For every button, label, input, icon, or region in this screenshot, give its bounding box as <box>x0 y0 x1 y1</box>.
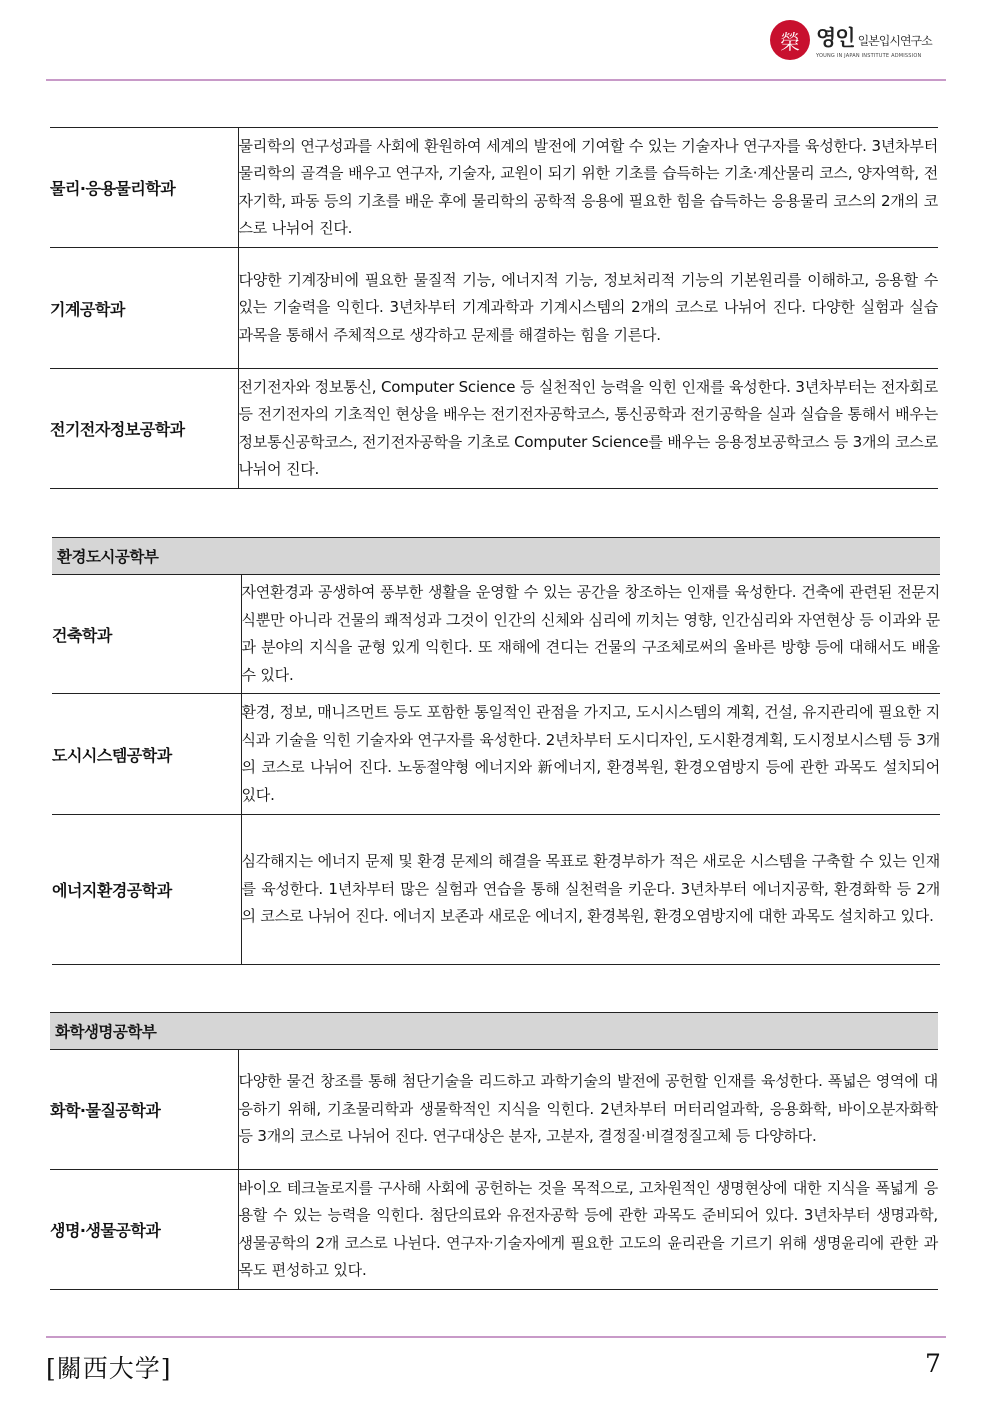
table-row <box>50 369 938 489</box>
department-name: 에너지환경공학과 <box>52 815 241 965</box>
department-table-2 <box>52 537 940 965</box>
table-row <box>50 1050 938 1170</box>
page-number: 7 <box>925 1349 941 1378</box>
faculty-title: 환경도시공학부 <box>52 538 940 575</box>
department-name: 전기전자정보공학과 <box>50 369 238 489</box>
table-row <box>52 694 940 815</box>
faculty-header-row <box>50 1013 938 1050</box>
logo-name: 영인 <box>816 25 855 50</box>
faculty-header-row <box>52 538 940 575</box>
logo-english: YOUNG IN JAPAN INSTITUTE ADMISSION <box>816 52 922 59</box>
footer-divider <box>46 1336 946 1338</box>
department-name: 화학·물질공학과 <box>50 1050 238 1170</box>
table-row <box>50 128 938 248</box>
department-name: 물리·응용물리학과 <box>50 128 238 248</box>
department-description: 물리학의 연구성과를 사회에 환원하여 세계의 발전에 기여할 수 있는 기술자나 연구자를 육성한다. 3년차부터 물리학의 골격을 배우고 연구자, 기술자, 교원이 되기 위한 기초를 습득하는 기초·계산물리 코스, 양자역학, 전자기학, 파동 등의 기초를 배운 후에 물리학의 공학적 응용에 필요한 힘을 습득하는 응용물리 코스의 2개의 코스로 나뉘어 진다. <box>238 128 938 248</box>
institute-logo <box>770 18 932 62</box>
department-name: 도시시스템공학과 <box>52 694 241 815</box>
department-description: 전기전자와 정보통신, Computer Science 등 실천적인 능력을 익힌 인재를 육성한다. 3년차부터는 전자회로 등 전기전자의 기초적인 현상을 배우는 전기전자공학코스, 통신공학과 전기공학을 실과 실습을 통해서 배우는 정보통신공학코스, 전기전자공학을 기초로 Computer Science를 배우는 응용정보공학코스 등 3개의 코스로 나뉘어 진다. <box>238 369 938 489</box>
department-description: 심각해지는 에너지 문제 및 환경 문제의 해결을 목표로 환경부하가 적은 새로운 시스템을 구축할 수 있는 인재를 육성한다. 1년차부터 많은 실험과 연습을 통해 실천력을 키운다. 3년차부터 에너지공학, 환경화학 등 2개의 코스로 나뉘어 진다. 에너지 보존과 새로운 에너지, 환경복원, 환경오염방지에 대한 과목도 설치하고 있다. <box>241 815 940 965</box>
table-row <box>52 815 940 965</box>
logo-subtitle: 일본입시연구소 <box>857 33 932 48</box>
department-description: 다양한 기계장비에 필요한 물질적 기능, 에너지적 기능, 정보처리적 기능의 기본원리를 이해하고, 응용할 수 있는 기술력을 익힌다. 3년차부터 기계과학과 기계시스템의 2개의 코스로 나뉘어 진다. 다양한 실험과 실습 과목을 통해서 주체적으로 생각하고 문제를 해결하는 힘을 기른다. <box>238 248 938 369</box>
department-name: 기계공학과 <box>50 248 238 369</box>
department-description: 바이오 테크놀로지를 구사해 사회에 공헌하는 것을 목적으로, 고차원적인 생명현상에 대한 지식을 폭넓게 응용할 수 있는 능력을 익힌다. 첨단의료와 유전자공학 등에 관한 과목도 준비되어 있다. 3년차부터 생명과학, 생물공학의 2개 코스로 나뉜다. 연구자·기술자에게 필요한 고도의 윤리관을 기르기 위해 생명윤리에 관한 과목도 편성하고 있다. <box>238 1170 938 1290</box>
page-header <box>0 0 992 80</box>
logo-seal-icon: 榮 <box>770 20 810 60</box>
table-row <box>50 1170 938 1290</box>
logo-text <box>816 22 932 59</box>
department-table-1 <box>50 127 938 489</box>
department-description: 자연환경과 공생하여 풍부한 생활을 운영할 수 있는 공간을 창조하는 인재를 육성한다. 건축에 관련된 전문지식뿐만 아니라 건물의 쾌적성과 그것이 인간의 신체와 심리에 끼치는 영향, 인간심리와 자연현상 등 이과와 문과 분야의 지식을 균형 있게 익힌다. 또 재해에 견디는 건물의 구조체로써의 올바른 방향 등에 대해서도 배울 수 있다. <box>241 575 940 694</box>
department-description: 환경, 정보, 매니즈먼트 등도 포함한 통일적인 관점을 가지고, 도시시스템의 계획, 건설, 유지관리에 필요한 지식과 기술을 익힌 기술자와 연구자를 육성한다. 2년차부터 도시디자인, 도시환경계획, 도시정보시스템 등 3개의 코스로 나뉘어 진다. 노동절약형 에너지와 新에너지, 환경복원, 환경오염방지 등에 관한 과목도 설치되어 있다. <box>241 694 940 815</box>
table-row <box>52 575 940 694</box>
department-description: 다양한 물건 창조를 통해 첨단기술을 리드하고 과학기술의 발전에 공헌할 인재를 육성한다. 폭넓은 영역에 대응하기 위해, 기초물리학과 생물학적인 지식을 익힌다. 2년차부터 머터리얼과학, 응용화학, 바이오분자화학 등 3개의 코스로 나뉘어 진다. 연구대상은 분자, 고분자, 결정질·비결정질고체 등 다양하다. <box>238 1050 938 1170</box>
faculty-title: 화학생명공학부 <box>50 1013 938 1050</box>
department-name: 건축학과 <box>52 575 241 694</box>
department-table-3 <box>50 1012 938 1290</box>
header-divider <box>46 79 946 81</box>
table-row <box>50 248 938 369</box>
department-name: 생명·생물공학과 <box>50 1170 238 1290</box>
university-name: [關西大学] <box>46 1354 172 1383</box>
